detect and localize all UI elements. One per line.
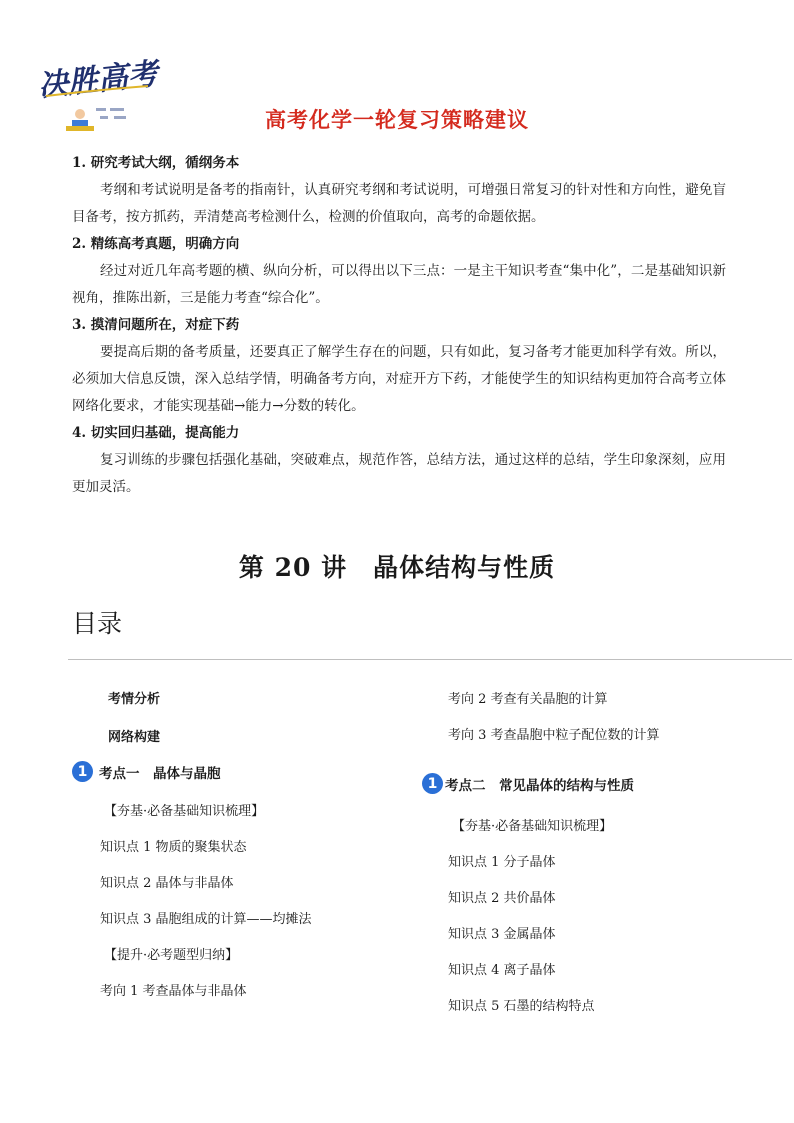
toc-topic-1[interactable] [72, 761, 221, 782]
toc-section-basic-1[interactable]: 【夯基·必备基础知识梳理】 [104, 804, 265, 819]
strategy-heading-2: 2. 精练高考真题，明确方向 [72, 236, 240, 252]
toc-item-r-k3[interactable]: 知识点 3 金属晶体 [448, 927, 556, 942]
toc-item-r-k2[interactable]: 知识点 2 共价晶体 [448, 891, 556, 906]
topic-number-badge: 1 [422, 773, 443, 794]
toc-item-r-k1[interactable]: 知识点 1 分子晶体 [448, 855, 556, 870]
lecture-title: 第 20 讲 晶体结构与性质 [238, 553, 556, 582]
strategy-heading-3: 3. 摸清问题所在，对症下药 [72, 317, 240, 333]
strategy-paragraph-4: 复习训练的步骤包括强化基础，突破难点，规范作答，总结方法，通过这样的总结，学生印象深刻，应用更加灵活。 [72, 452, 726, 495]
toc-item-d2[interactable]: 考向 2 考查有关晶胞的计算 [448, 692, 608, 707]
strategy-heading-4: 4. 切实回归基础，提高能力 [72, 425, 240, 441]
toc-item-r-k5[interactable]: 知识点 5 石墨的结构特点 [448, 999, 595, 1014]
strategy-paragraph-2: 经过对近几年高考题的横、纵向分析，可以得出以下三点：一是主干知识考查“集中化”，二是基础知识新视角，推陈出新，三是能力考查“综合化”。 [72, 263, 726, 306]
strategy-section [72, 150, 726, 501]
toc-item-analysis[interactable]: 考情分析 [108, 692, 161, 707]
strategy-paragraph-1: 考纲和考试说明是备考的指南针，认真研究考纲和考试说明，可增强日常复习的针对性和方向性，避免盲目备考，按方抓药，弄清楚高考检测什么，检测的价值取向，高考的命题依据。 [72, 182, 726, 225]
toc-item-network[interactable]: 网络构建 [108, 730, 161, 745]
toc-section-improve[interactable]: 【提升·必考题型归纳】 [104, 948, 239, 963]
topic-number-badge: 1 [72, 761, 93, 782]
toc-item-k2[interactable]: 知识点 2 晶体与非晶体 [100, 876, 234, 891]
toc-topic-1-label: 考点一 晶体与晶胞 [99, 765, 221, 782]
toc-item-k1[interactable]: 知识点 1 物质的聚集状态 [100, 840, 247, 855]
toc-item-r-k4[interactable]: 知识点 4 离子晶体 [448, 963, 556, 978]
toc-item-d1[interactable]: 考向 1 考查晶体与非晶体 [100, 984, 247, 999]
toc-item-k3[interactable]: 知识点 3 晶胞组成的计算——均摊法 [100, 912, 312, 927]
logo-text: 决胜高考 [36, 56, 160, 104]
page-title: 高考化学一轮复习策略建议 [265, 108, 529, 132]
strategy-paragraph-3: 要提高后期的备考质量，还要真正了解学生存在的问题，只有如此，复习备考才能更加科学有效。所以，必须加大信息反馈，深入总结学情，明确备考方向，对症开方下药，才能使学生的知识结构更加符合高考立体网络化要求，才能实现基础→能力→分数的转化。 [72, 344, 726, 414]
toc-topic-2-label: 考点二 常见晶体的结构与性质 [445, 777, 634, 794]
toc-section-basic-2[interactable]: 【夯基·必备基础知识梳理】 [452, 819, 613, 834]
toc-heading: 目录 [72, 609, 123, 638]
toc-item-d3[interactable]: 考向 3 考查晶胞中粒子配位数的计算 [448, 728, 660, 743]
toc-topic-2[interactable] [422, 773, 634, 794]
strategy-heading-1: 1. 研究考试大纲，循纲务本 [72, 155, 240, 171]
toc-divider [68, 659, 792, 660]
